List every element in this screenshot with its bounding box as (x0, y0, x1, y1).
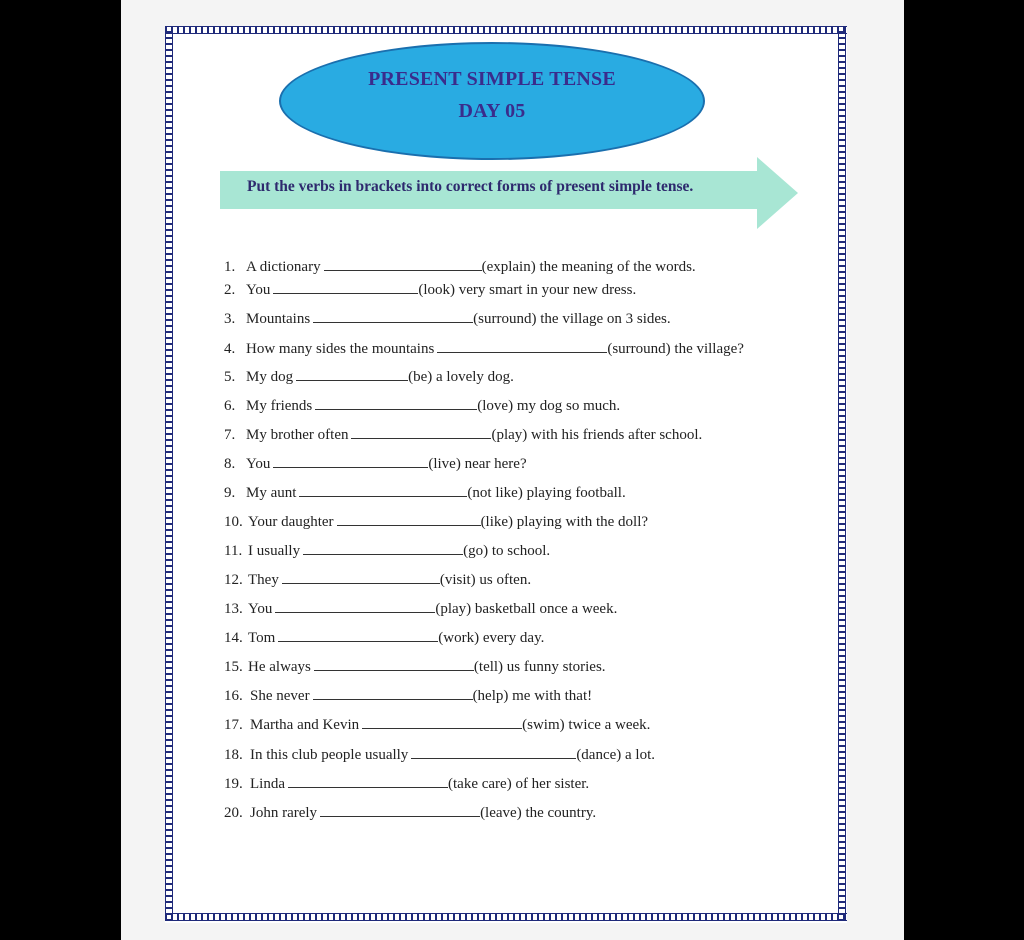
exercise-number: 18. (224, 747, 243, 763)
exercise-number: 11. (224, 543, 243, 559)
exercise-item (224, 310, 671, 328)
answer-blank (411, 746, 576, 759)
exercise-number: 5. (224, 369, 236, 385)
exercise-number: 19. (224, 776, 243, 792)
answer-blank (275, 600, 435, 613)
answer-blank (437, 340, 607, 353)
exercise-number: 16. (224, 688, 243, 704)
exercise-subject: How many sides the mountains (246, 341, 435, 357)
exercise-subject: You (248, 601, 273, 617)
exercise-item (224, 600, 617, 618)
exercise-item (224, 716, 650, 734)
page-border-bottom (165, 913, 847, 921)
exercise-prompt: (explain) the meaning of the words. (481, 259, 696, 275)
exercise-item (224, 484, 626, 502)
exercise-subject: You (246, 456, 271, 472)
exercise-number: 1. (224, 259, 236, 275)
answer-blank (303, 542, 463, 555)
exercise-item (224, 629, 544, 647)
exercise-subject: Your daughter (248, 514, 334, 530)
answer-blank (314, 658, 474, 671)
exercise-prompt: (live) near here? (428, 456, 527, 472)
exercise-item (224, 746, 655, 764)
answer-blank (313, 310, 473, 323)
exercise-prompt: (like) playing with the doll? (480, 514, 649, 530)
exercise-prompt: (tell) us funny stories. (473, 659, 606, 675)
exercise-item (224, 658, 606, 676)
exercise-subject: I usually (248, 543, 301, 559)
worksheet-title: PRESENT SIMPLE TENSE (368, 68, 616, 90)
exercise-number: 4. (224, 341, 236, 357)
exercise-subject: My friends (246, 398, 313, 414)
exercise-subject: Martha and Kevin (250, 717, 360, 733)
exercise-number: 20. (224, 805, 243, 821)
answer-blank (299, 484, 467, 497)
worksheet-day: DAY 05 (458, 100, 526, 122)
answer-blank (337, 513, 481, 526)
exercise-prompt: (visit) us often. (439, 572, 532, 588)
exercise-number: 9. (224, 485, 236, 501)
exercise-subject: She never (250, 688, 310, 704)
exercise-item (224, 571, 531, 589)
exercise-subject: He always (248, 659, 311, 675)
exercise-prompt: (be) a lovely dog. (408, 369, 514, 385)
answer-blank (351, 426, 491, 439)
exercise-number: 17. (224, 717, 243, 733)
exercise-prompt: (dance) a lot. (576, 747, 656, 763)
exercise-number: 6. (224, 398, 236, 414)
exercise-prompt: (play) basketball once a week. (435, 601, 618, 617)
exercise-subject: My dog (246, 369, 294, 385)
answer-blank (296, 368, 408, 381)
answer-blank (320, 804, 480, 817)
exercise-prompt: (love) my dog so much. (477, 398, 621, 414)
exercise-prompt: (play) with his friends after school. (491, 427, 703, 443)
exercise-subject: A dictionary (246, 259, 321, 275)
exercise-subject: Tom (248, 630, 276, 646)
exercise-number: 12. (224, 572, 243, 588)
exercise-item (224, 775, 589, 793)
exercise-item (224, 455, 527, 473)
exercise-prompt: (leave) the country. (480, 805, 597, 821)
answer-blank (273, 281, 418, 294)
title-oval (279, 42, 705, 160)
exercise-number: 13. (224, 601, 243, 617)
exercise-item (224, 542, 550, 560)
exercise-prompt: (surround) the village on 3 sides. (473, 311, 671, 327)
exercise-prompt: (work) every day. (438, 630, 545, 646)
exercise-number: 7. (224, 427, 236, 443)
answer-blank (282, 571, 440, 584)
exercise-number: 10. (224, 514, 243, 530)
answer-blank (315, 397, 477, 410)
exercise-subject: They (248, 572, 279, 588)
exercise-number: 8. (224, 456, 236, 472)
exercise-prompt: (not like) playing football. (467, 485, 626, 501)
answer-blank (362, 716, 522, 729)
exercise-number: 15. (224, 659, 243, 675)
exercise-subject: John rarely (250, 805, 318, 821)
exercise-item (224, 258, 696, 276)
exercise-subject: Linda (250, 776, 285, 792)
exercise-prompt: (surround) the village? (607, 341, 744, 357)
page-border-right (838, 26, 846, 921)
exercise-prompt: (look) very smart in your new dress. (418, 282, 637, 298)
exercise-number: 14. (224, 630, 243, 646)
instruction-text: Put the verbs in brackets into correct forms of present simple tense. (247, 178, 694, 195)
answer-blank (324, 258, 482, 271)
exercise-subject: Mountains (246, 311, 311, 327)
answer-blank (278, 629, 438, 642)
exercise-item (224, 513, 648, 531)
exercise-item (224, 368, 514, 386)
exercise-prompt: (take care) of her sister. (448, 776, 590, 792)
exercise-prompt: (go) to school. (463, 543, 551, 559)
exercise-subject: In this club people usually (250, 747, 409, 763)
exercise-item (224, 340, 744, 358)
answer-blank (288, 775, 448, 788)
exercise-prompt: (swim) twice a week. (522, 717, 651, 733)
exercise-prompt: (help) me with that! (472, 688, 593, 704)
answer-blank (273, 455, 428, 468)
exercise-number: 3. (224, 311, 236, 327)
exercise-subject: My aunt (246, 485, 297, 501)
exercise-item (224, 804, 596, 822)
page-border-left (165, 26, 173, 921)
answer-blank (313, 687, 473, 700)
exercise-item (224, 397, 620, 415)
exercise-number: 2. (224, 282, 236, 298)
page-border-top (165, 26, 847, 34)
exercise-subject: My brother often (246, 427, 349, 443)
exercise-subject: You (246, 282, 271, 298)
exercise-item (224, 281, 636, 299)
exercise-item (224, 426, 702, 444)
exercise-item (224, 687, 592, 705)
